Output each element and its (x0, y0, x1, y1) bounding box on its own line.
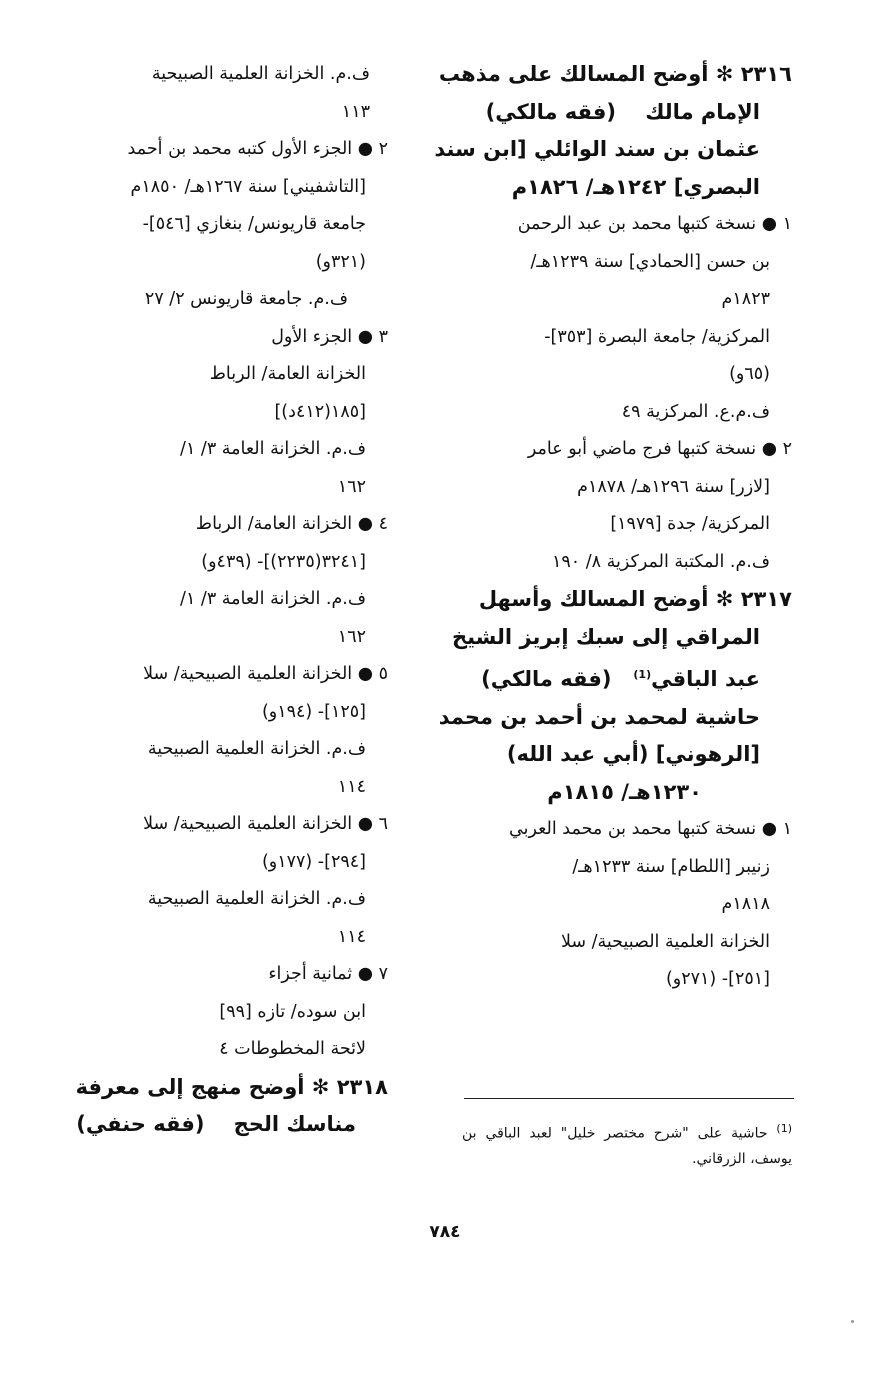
copy-reference: ف.م. الخزانة العامة ٣/ ١/ (180, 439, 366, 459)
copy-reference: ف.م. المكتبة المركزية ٨/ ١٩٠ (552, 551, 770, 572)
copy-folio: (٦٥و) (729, 364, 770, 384)
copy-number: ٢ (378, 139, 388, 159)
page-number: ٧٨٤ (429, 1222, 461, 1242)
entry-subject: (فقه مالكي) (481, 667, 612, 691)
entry-title-line (432, 656, 792, 699)
right-column (432, 56, 792, 999)
footnote (462, 1116, 792, 1172)
bullet-icon: ● (357, 514, 374, 534)
entry-title: أوضح المسالك وأسهل (478, 587, 709, 611)
copy-location: جامعة قاريونس/ بنغازي [٥٤٦]- (142, 214, 366, 234)
bullet-icon: ● (357, 964, 374, 984)
copy-item (58, 656, 388, 806)
copy-number: ٦ (378, 814, 388, 834)
copy-reference: ف.م. الخزانة العلمية الصبيحية (147, 889, 366, 909)
copy-line: [التاشفيني] سنة ١٢٦٧هـ/ ١٨٥٠م (130, 176, 366, 197)
copy-line: ١٨١٨م (721, 894, 770, 914)
entry-author: عثمان بن سند الوائلي [ابن سند (434, 137, 760, 161)
entry-number: ٢٣١٧ (740, 587, 792, 611)
copy-line: ١٨٢٣م (721, 289, 770, 309)
footnote-mark: (1) (776, 1122, 792, 1135)
entry-title-part: عبد الباقي (651, 667, 760, 691)
footnote-divider (464, 1098, 794, 1099)
copy-reference-page: ١١٤ (337, 776, 366, 797)
footnote-text: حاشية على "شرح مختصر خليل" لعبد الباقي بن يوسف، الزرقاني. (462, 1125, 792, 1167)
copy-number: ٣ (378, 326, 388, 347)
entry-title: أوضح منهج إلى معرفة (75, 1074, 305, 1099)
bullet-icon: ● (357, 814, 374, 834)
star-icon: ✻ (715, 62, 734, 86)
copy-location: الخزانة العلمية الصبيحية/ سلا (560, 931, 770, 952)
bullet-icon: ● (357, 326, 374, 347)
copy-location: الخزانة العلمية الصبيحية/ سلا (143, 814, 353, 834)
copy-item (432, 811, 792, 999)
copy-location: ابن سوده/ تازه [٩٩] (219, 1001, 366, 1022)
copy-location: الخزانة العلمية الصبيحية/ سلا (143, 664, 353, 684)
entry-title-line: مناسك الحج (فقه حنفي) (76, 1112, 356, 1136)
copy-location: الخزانة العامة/ الرباط (195, 514, 353, 534)
star-icon: ✻ (715, 587, 734, 611)
copy-line: [لازر] سنة ١٢٩٦هـ/ ١٨٧٨م (577, 476, 770, 497)
copy-item (58, 806, 388, 956)
copy-reference: ف.م. الخزانة العلمية الصبيحية (151, 64, 370, 84)
bullet-icon: ● (357, 664, 374, 684)
copy-line: بن حسن [الحمادي] سنة ١٢٣٩هـ/ (530, 251, 770, 272)
copy-line: الجزء الأول (271, 326, 353, 347)
copy-number: ١ (782, 819, 792, 839)
copy-folio: [٢٩٤]- (١٧٧و) (261, 851, 366, 872)
entry-number: ٢٣١٨ (336, 1074, 388, 1099)
copy-location: المركزية/ جدة [١٩٧٩] (610, 514, 770, 534)
copy-folio: [١٢٥]- (١٩٤و) (261, 701, 366, 722)
scan-speck (851, 1320, 854, 1323)
copy-item (58, 956, 388, 1069)
copy-item (432, 431, 792, 581)
entry-author-dates: ١٢٣٠هـ/ ١٨١٥م (547, 779, 702, 804)
entry-title-line: الإمام مالك (فقه مالكي) (485, 99, 760, 124)
copy-line: الجزء الأول كتبه محمد بن أحمد (127, 139, 353, 159)
entry-2317-heading (432, 581, 792, 811)
left-column (58, 56, 388, 1144)
entry-2318-heading (58, 1069, 388, 1144)
copy-reference-page: ١٦٢ (337, 626, 366, 647)
copy-folio: [١٨٥(٤١٢د)] (274, 401, 366, 422)
copy-item (432, 206, 792, 431)
copy-reference-page: ١٦٢ (337, 476, 366, 497)
copy-line: نسخة كتبها محمد بن محمد العربي (509, 819, 757, 839)
copy-item (58, 506, 388, 656)
entry-author-dates: البصري] ١٢٤٢هـ/ ١٨٢٦م (511, 174, 760, 199)
continued-entry (58, 56, 388, 1069)
copy-folio: (٣٢١و) (315, 251, 366, 272)
copy-item (58, 319, 388, 507)
copy-number: ٥ (378, 664, 388, 684)
copy-location: الخزانة العامة/ الرباط (209, 364, 366, 384)
copy-folio: [٢٥١]- (٢٧١و) (665, 969, 770, 989)
entry-title: أوضح المسالك على مذهب (438, 62, 709, 86)
copy-line: نسخة كتبها محمد بن عبد الرحمن (517, 214, 757, 234)
copy-reference: ف.م. الخزانة العلمية الصبيحية (147, 739, 366, 759)
entry-2316-heading (432, 56, 792, 206)
bullet-icon: ● (761, 819, 778, 839)
copy-number: ٤ (378, 514, 388, 534)
footnote-mark: (1) (633, 668, 652, 681)
bullet-icon: ● (357, 139, 374, 159)
copy-item (58, 131, 388, 319)
copy-reference: ف.م. الخزانة العامة ٣/ ١/ (180, 589, 366, 609)
copy-reference: ف.م. جامعة قاريونس ٢/ ٢٧ (144, 289, 348, 309)
copy-line: نسخة كتبها فرج ماضي أبو عامر (527, 439, 757, 459)
copy-number: ١ (782, 214, 792, 234)
copy-reference: ف.م.ع. المركزية ٤٩ (621, 401, 770, 422)
bullet-icon: ● (761, 214, 778, 234)
copy-line: زنيبر [اللطام] سنة ١٢٣٣هـ/ (572, 856, 770, 877)
copy-reference: لائحة المخطوطات ٤ (219, 1039, 366, 1059)
entry-author-name: [الرهوني] (أبي عبد الله) (506, 742, 760, 766)
copy-number: ٧ (378, 964, 388, 984)
bullet-icon: ● (761, 439, 778, 459)
copy-line: ثمانية أجزاء (268, 964, 353, 984)
copy-number: ٢ (782, 439, 792, 459)
star-icon: ✻ (311, 1074, 330, 1099)
entry-2317-copies (432, 811, 792, 999)
copy-folio: [٣٢٤١(٢٢٣٥)]- (٤٣٩و) (201, 551, 366, 572)
entry-title-line: المراقي إلى سبك إبريز الشيخ (451, 624, 760, 649)
entry-author: حاشية لمحمد بن أحمد بن محمد (438, 704, 760, 729)
copy-reference-page: ١١٣ (341, 101, 370, 122)
entry-number: ٢٣١٦ (740, 62, 792, 86)
entry-2316-copies (432, 206, 792, 581)
copy-reference-page: ١١٤ (337, 926, 366, 947)
copy-location: المركزية/ جامعة البصرة [٣٥٣]- (544, 326, 770, 347)
